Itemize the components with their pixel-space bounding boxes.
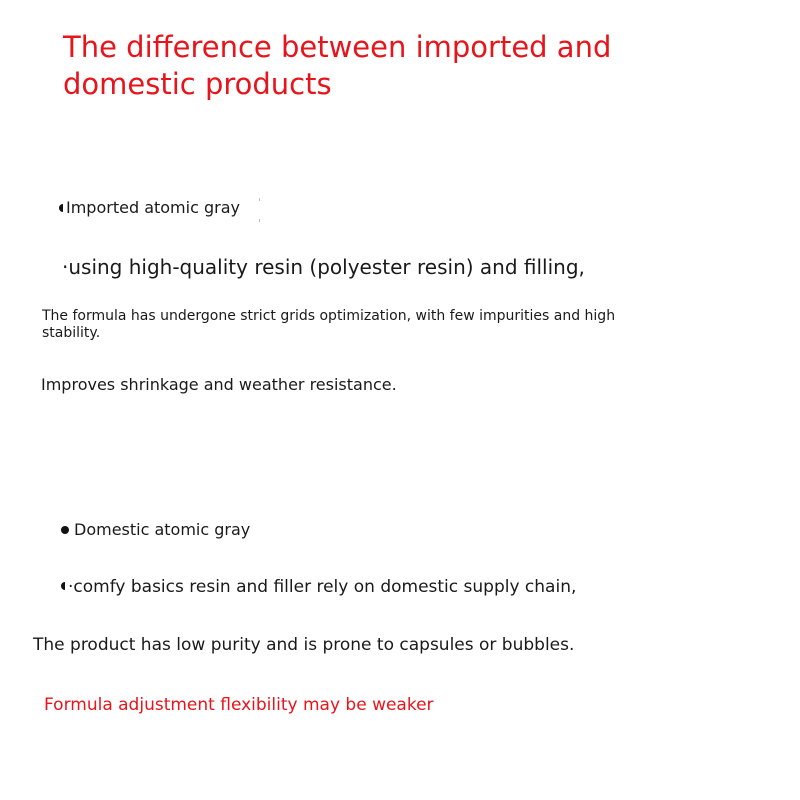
imported-detail: The formula has undergone strict grids optimization, with few impurities and high stability. bbox=[42, 308, 616, 341]
imported-point: ·using high-quality resin (polyester resin) and filling, bbox=[62, 255, 585, 279]
domestic-heading-item bbox=[61, 519, 250, 541]
page-title-line-1: The difference between imported and bbox=[63, 30, 612, 64]
domestic-point-item bbox=[61, 576, 576, 598]
imported-heading: Imported atomic gray bbox=[66, 198, 240, 217]
domestic-detail: The product has low purity and is prone to capsules or bubbles. bbox=[33, 635, 575, 655]
bullet-dot-icon bbox=[61, 582, 65, 590]
domestic-note: Formula adjustment flexibility may be weaker bbox=[44, 695, 434, 715]
text-cursor-mark bbox=[259, 198, 260, 222]
page-title-line-2: domestic products bbox=[63, 67, 332, 101]
imported-heading-item bbox=[59, 197, 240, 219]
page-title bbox=[63, 29, 703, 103]
bullet-dot-icon bbox=[59, 204, 63, 212]
domestic-point: ·comfy basics resin and filler rely on domestic supply chain, bbox=[68, 577, 577, 597]
imported-benefit: Improves shrinkage and weather resistance. bbox=[41, 375, 397, 394]
bullet-dot-icon bbox=[61, 526, 69, 534]
domestic-heading: Domestic atomic gray bbox=[74, 520, 251, 539]
